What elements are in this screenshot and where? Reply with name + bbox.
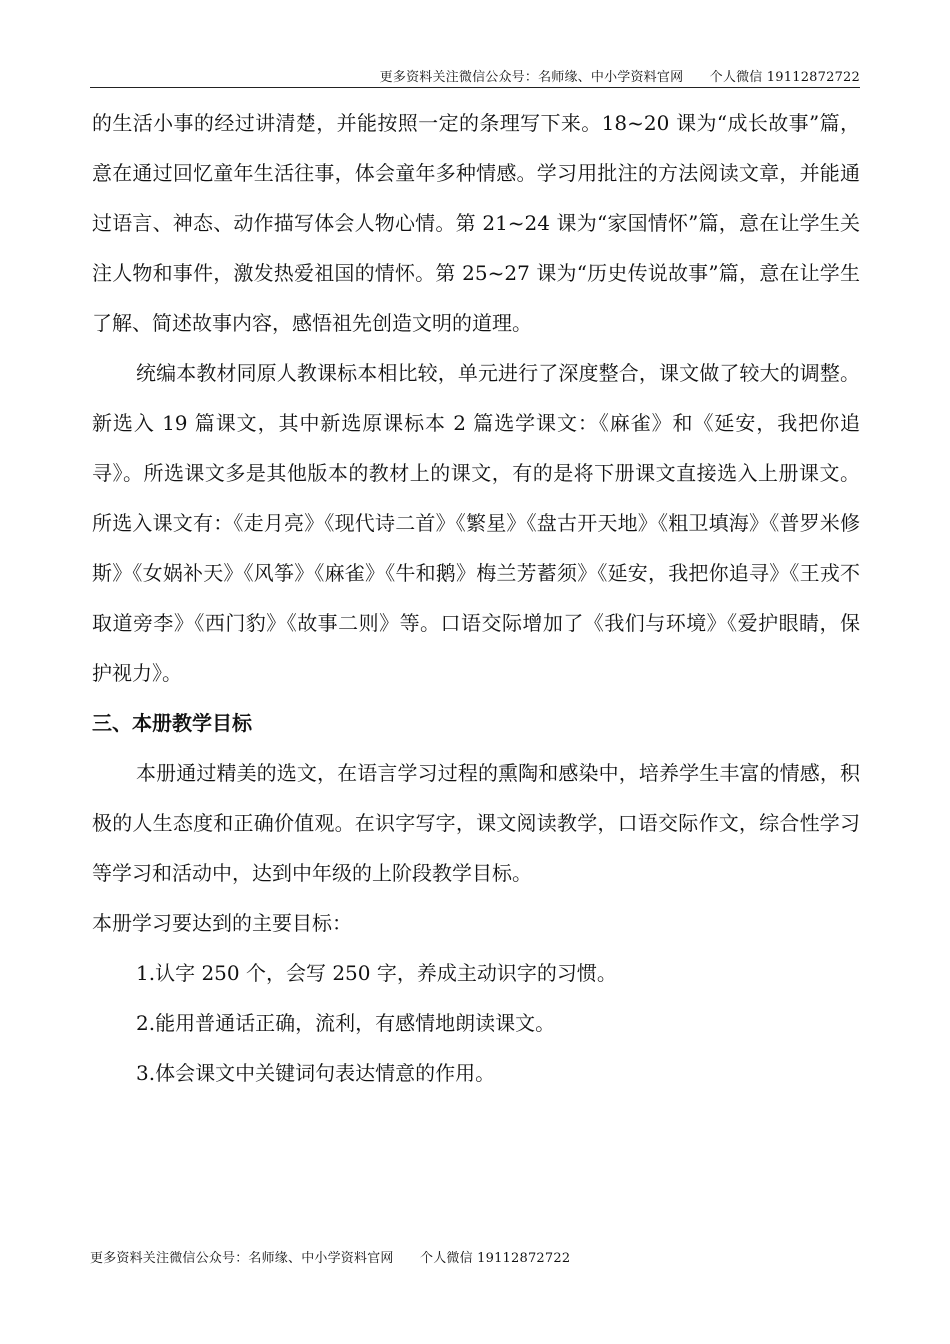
document-body [92,98,860,1098]
page-header-text: 更多资料关注微信公众号：名师缘、中小学资料官网 个人微信 19112872722 [379,70,860,85]
goals-intro: 本册学习要达到的主要目标： [92,911,352,935]
header-divider [90,87,860,88]
page-footer-text: 更多资料关注微信公众号：名师缘、中小学资料官网 个人微信 19112872722 [90,1251,571,1266]
goal-item-2: 2.能用普通话正确，流利，有感情地朗读课文。 [136,1011,556,1035]
paragraph-unit-overview: 的生活小事的经过讲清楚，并能按照一定的条理写下来。18~20 课为“成长故事”篇，意在通过回忆童年生活往事，体会童年多种情感。学习用批注的方法阅读文章，并能通过语言、神态、动作描写体会人物心情。第 21~24 课为“家国情怀”篇，意在让学生关注人物和事件，激发热爱祖国的情怀。第 25~27 课为“历史传说故事”篇，意在让学生了解、简述故事内容，感悟祖先创造文明的道理。 [92,111,860,335]
goal-item-3: 3.体会课文中关键词句表达情意的作用。 [136,1061,496,1085]
paragraph-teaching-goals: 本册通过精美的选文，在语言学习过程的熏陶和感染中，培养学生丰富的情感，积极的人生态度和正确价值观。在识字写字，课文阅读教学，口语交际作文，综合性学习等学习和活动中，达到中年级的上阶段教学目标。 [92,761,860,885]
section-heading: 三、本册教学目标 [92,711,252,735]
paragraph-textbook-comparison: 统编本教材同原人教课标本相比较，单元进行了深度整合，课文做了较大的调整。新选入 19 篇课文，其中新选原课标本 2 篇选学课文：《麻雀》和《延安，我把你追寻》。所选课文多是其他版本的教材上的课文，有的是将下册课文直接选入上册课文。所选入课文有：《走月亮》《现代诗二首》《繁星》《盘古开天地》《粗卫填海》《普罗米修斯》《女娲补天》《风筝》《麻雀》《牛和鹅》梅兰芳蓄须》《延安，我把你追寻》《王戎不取道旁李》《西门豹》《故事二则》等。口语交际增加了《我们与环境》《爱护眼睛，保护视力》。 [92,361,860,685]
goal-item-1: 1.认字 250 个，会写 250 字，养成主动识字的习惯。 [136,961,617,985]
